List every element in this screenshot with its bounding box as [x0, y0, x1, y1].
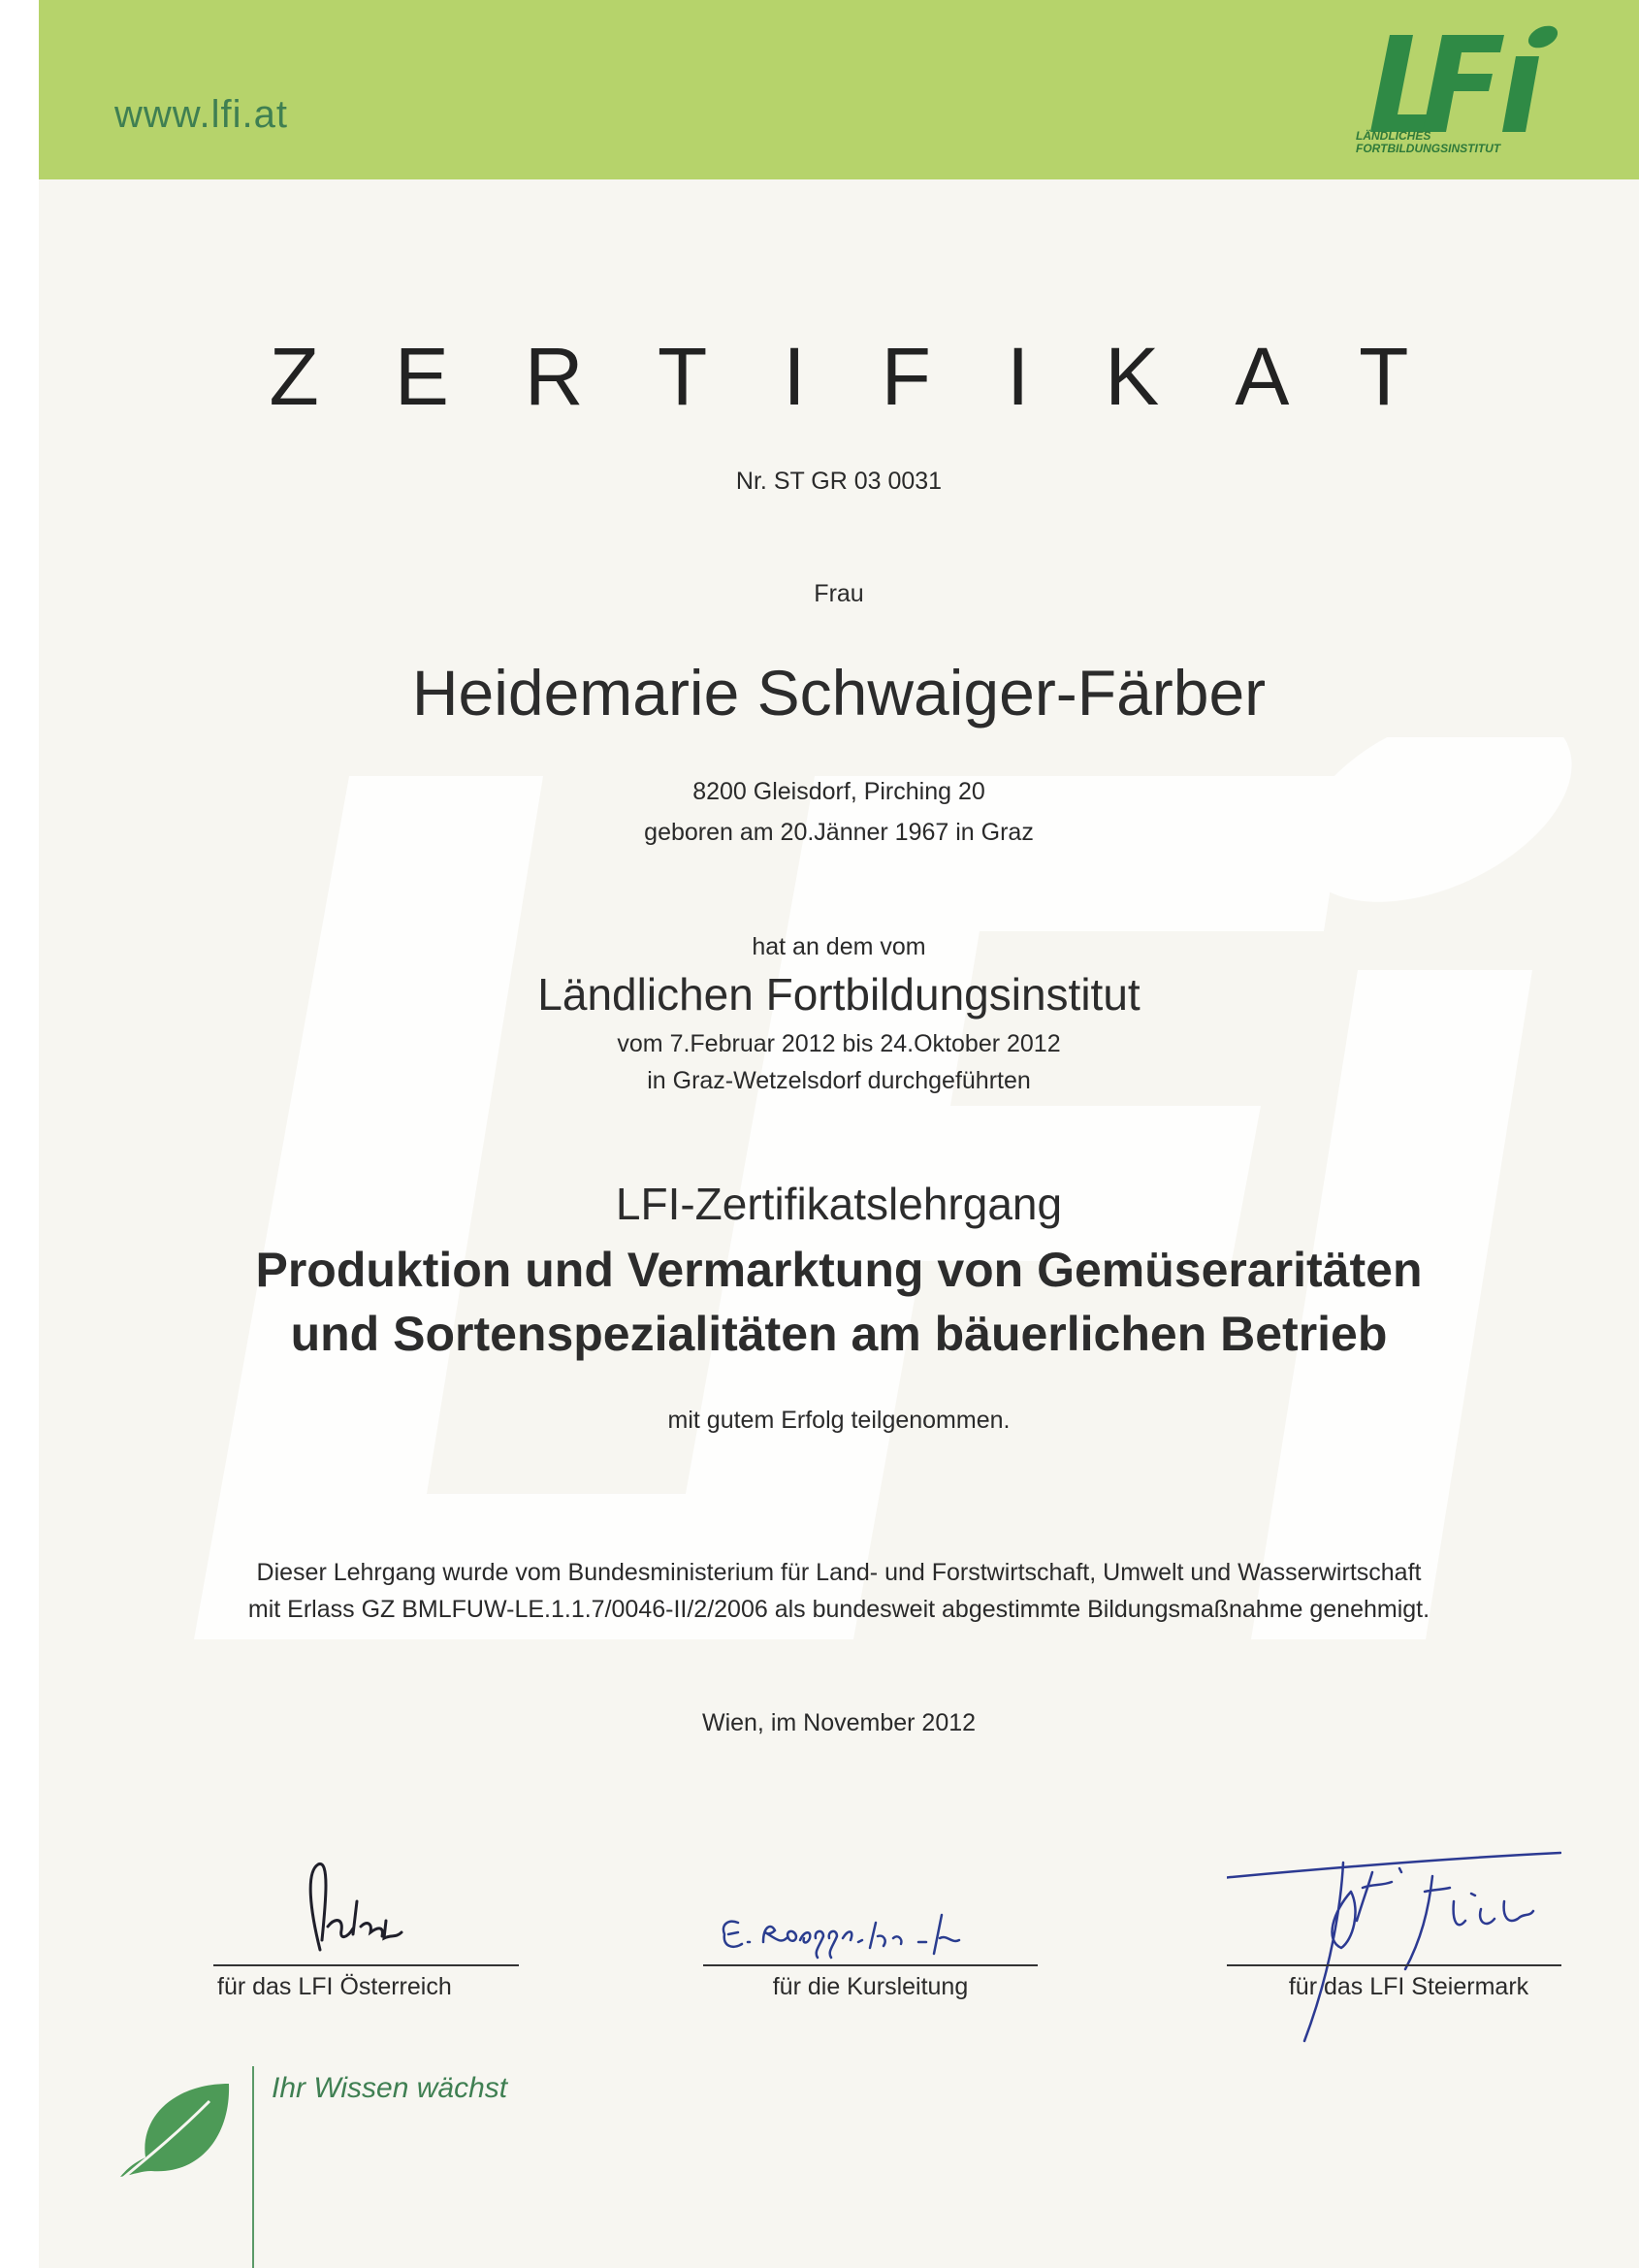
approval-text: [39, 1554, 1639, 1628]
slogan: Ihr Wissen wächst: [272, 2072, 508, 2104]
leaf-icon: [116, 2078, 233, 2185]
approval-line2: mit Erlass GZ BMLFUW-LE.1.1.7/0046-II/2/2006 als bundesweit abgestimmte Bildungsmaßnahme genehmigt.: [247, 1596, 1430, 1623]
course-title: [39, 1238, 1639, 1366]
place-date: Wien, im November 2012: [701, 1709, 977, 1736]
footer-divider: [252, 2066, 254, 2268]
course-title-line1: Produktion und Vermarktung von Gemüseraritäten: [255, 1243, 1423, 1297]
signature-label-1: für das LFI Österreich: [217, 1973, 452, 2000]
institute-name: Ländlichen Fortbildungsinstitut: [537, 969, 1141, 1020]
signature-line-1: [213, 1964, 519, 1966]
signature-block-kursleitung: [703, 1833, 1038, 2008]
signature-block-lfi-oesterreich: [213, 1833, 519, 2008]
course-type: LFI-Zertifikatslehrgang: [615, 1179, 1063, 1229]
certificate-title: ZERTIFIKAT: [269, 331, 1485, 422]
recipient-address: 8200 Gleisdorf, Pirching 20: [692, 778, 985, 805]
signature-label-3: für das LFI Steiermark: [1288, 1973, 1529, 2000]
signature-lfi-steiermark: [1227, 1833, 1561, 2066]
signature-block-lfi-steiermark: [1227, 1833, 1561, 2008]
signature-lfi-oesterreich: [213, 1833, 519, 1969]
course-location: in Graz-Wetzelsdorf durchgeführten: [647, 1067, 1031, 1094]
success-text: mit gutem Erfolg teilgenommen.: [667, 1407, 1011, 1434]
recipient-name: Heidemarie Schwaiger-Färber: [411, 657, 1267, 729]
approval-line1: Dieser Lehrgang wurde vom Bundesministerium für Land- und Forstwirtschaft, Umwelt und Wasserwirtschaft: [256, 1559, 1422, 1586]
salutation: Frau: [814, 580, 864, 607]
intro-text: hat an dem vom: [752, 933, 926, 960]
signature-label-2: für die Kursleitung: [772, 1973, 969, 2000]
signature-line-2: [703, 1964, 1038, 1966]
logo-subtitle-line2: FORTBILDUNGSINSTITUT: [1356, 142, 1501, 155]
course-period: vom 7.Februar 2012 bis 24.Oktober 2012: [617, 1030, 1061, 1057]
course-title-line2: und Sortenspezialitäten am bäuerlichen Betrieb: [290, 1307, 1388, 1361]
certificate-number: Nr. ST GR 03 0031: [735, 468, 943, 495]
recipient-birth: geboren am 20.Jänner 1967 in Graz: [644, 819, 1034, 846]
logo-subtitle-line1: LÄNDLICHES: [1356, 129, 1431, 143]
signature-kursleitung: [703, 1833, 1038, 1969]
website-url: www.lfi.at: [114, 93, 288, 136]
signature-line-3: [1227, 1964, 1561, 1966]
logo-subtitle: [1356, 130, 1500, 155]
